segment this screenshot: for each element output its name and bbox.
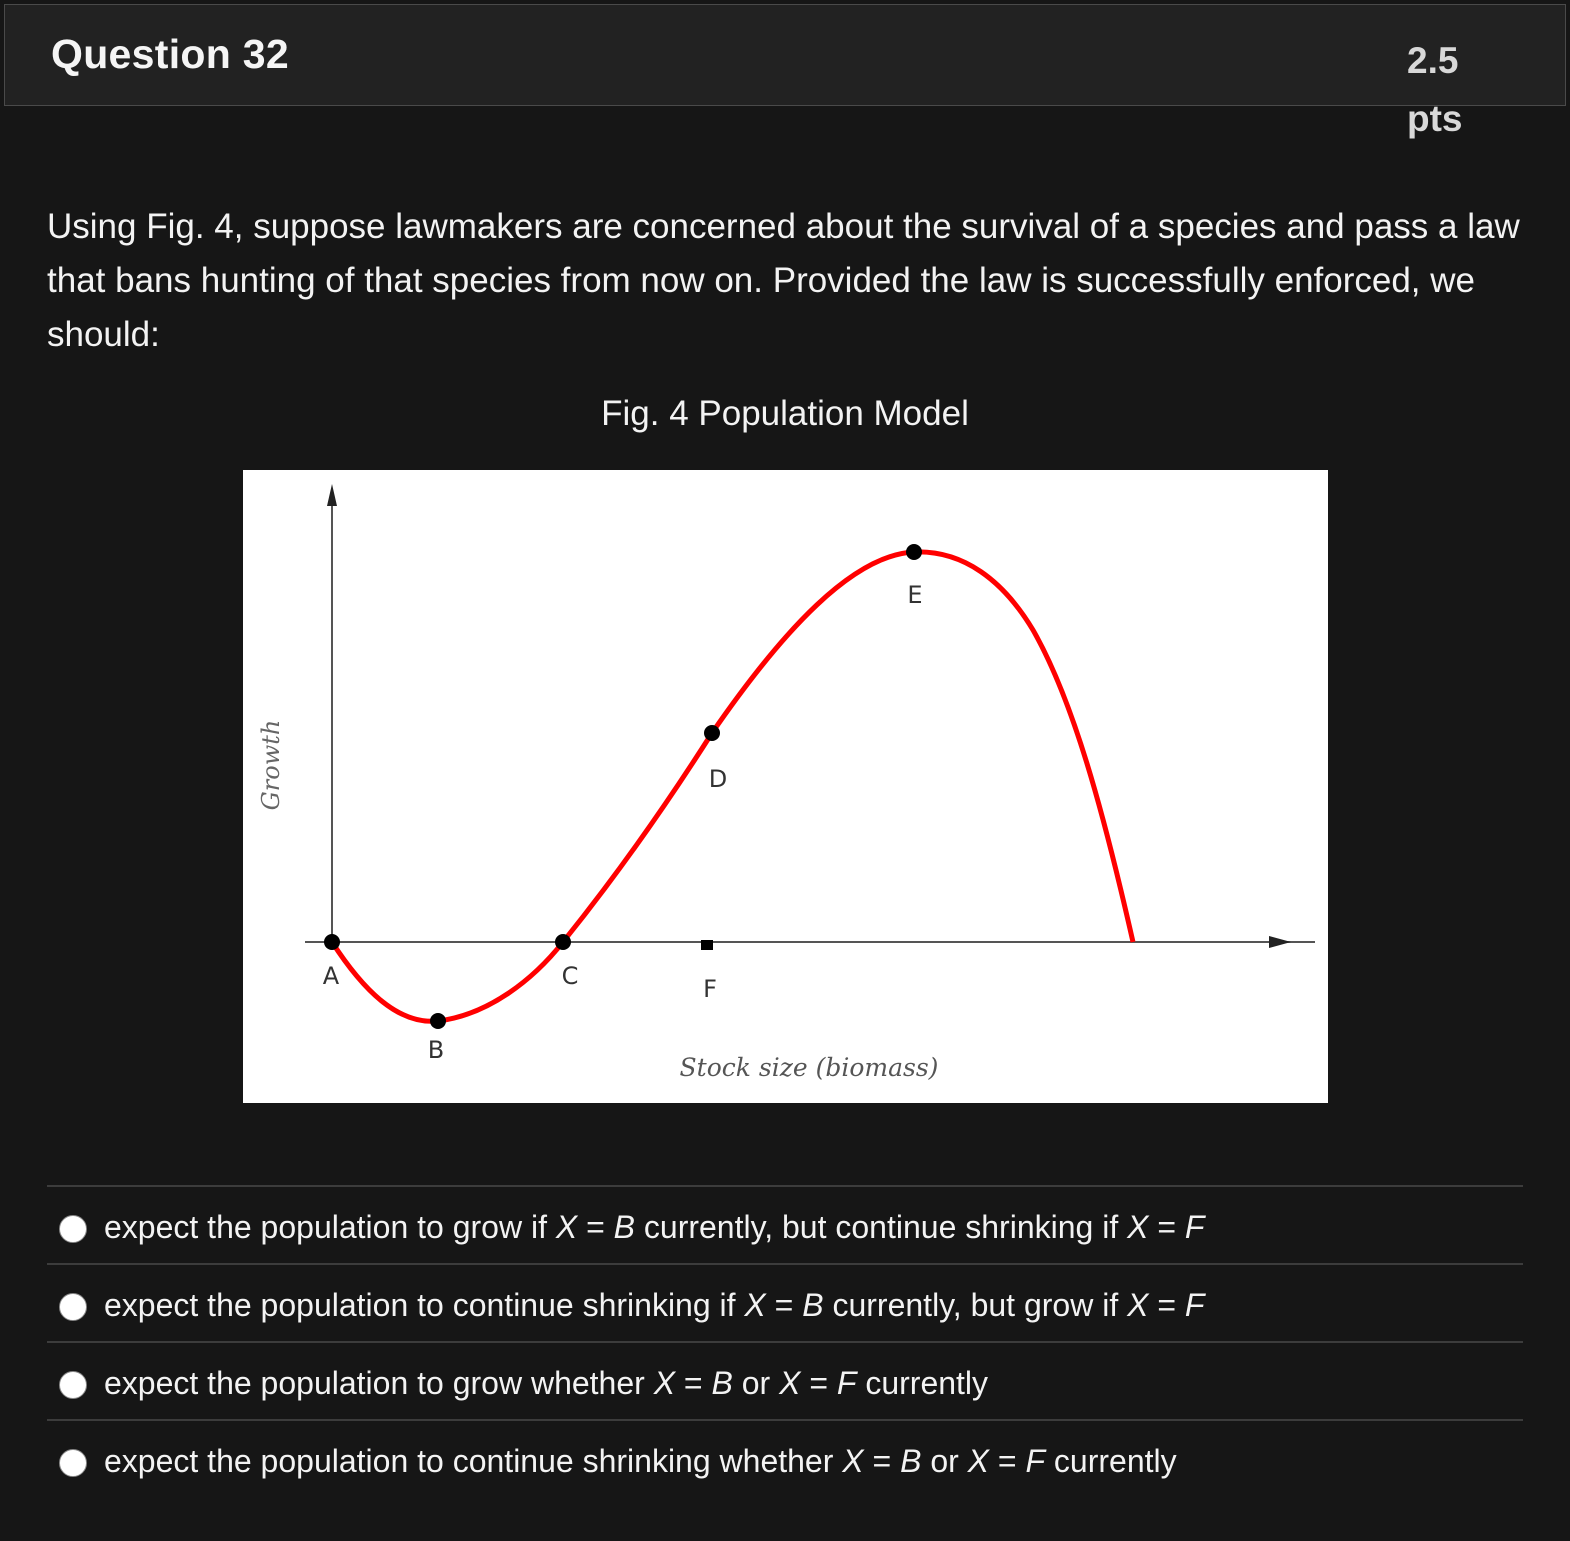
answer-option[interactable] [47,1341,1523,1419]
point-c-label: C [561,962,579,990]
figure-title: Fig. 4 Population Model [601,394,969,433]
point-e-marker [906,544,922,560]
answer-option[interactable] [47,1185,1523,1263]
point-a-marker [324,934,340,950]
y-axis-label: Growth [257,719,285,811]
point-f-label: F [703,975,717,1003]
population-model-graph [243,470,1328,1103]
question-title: Question 32 [51,31,289,77]
question-header [4,4,1566,139]
point-b-marker [430,1013,446,1029]
point-e-label: E [907,581,923,609]
radio-button[interactable] [59,1449,87,1477]
question-points: 2.5 pts [1407,40,1463,139]
point-d-label: D [708,765,728,793]
answer-text: expect the population to grow if X = B currently, but continue shrinking if X = F [104,1209,1205,1245]
answer-options [47,1185,1523,1497]
x-axis-label: Stock size (biomass) [679,1053,939,1082]
radio-button[interactable] [59,1371,87,1399]
radio-button[interactable] [59,1215,87,1243]
point-f-marker [701,940,713,950]
radio-button[interactable] [59,1293,87,1321]
population-model-figure [243,470,1328,1103]
answer-option[interactable] [47,1419,1523,1497]
growth-curve [332,552,1133,1021]
question-text: Using Fig. 4, suppose lawmakers are concerned about the survival of a species and pass a law that bans hunting of that species from now on. Provided the law is successfully enforced, we should: [47,207,1520,354]
point-b-label: B [427,1036,445,1064]
answer-text: expect the population to grow whether X = B or X = F currently [104,1365,989,1401]
point-c-marker [555,934,571,950]
answer-text: expect the population to continue shrinking whether X = B or X = F currently [104,1443,1177,1479]
y-axis-arrow [327,484,337,506]
answer-text: expect the population to continue shrinking if X = B currently, but grow if X = F [104,1287,1205,1323]
answer-option[interactable] [47,1263,1523,1341]
point-d-marker [704,725,720,741]
point-a-label: A [322,962,340,990]
x-axis-arrow [1269,936,1291,948]
